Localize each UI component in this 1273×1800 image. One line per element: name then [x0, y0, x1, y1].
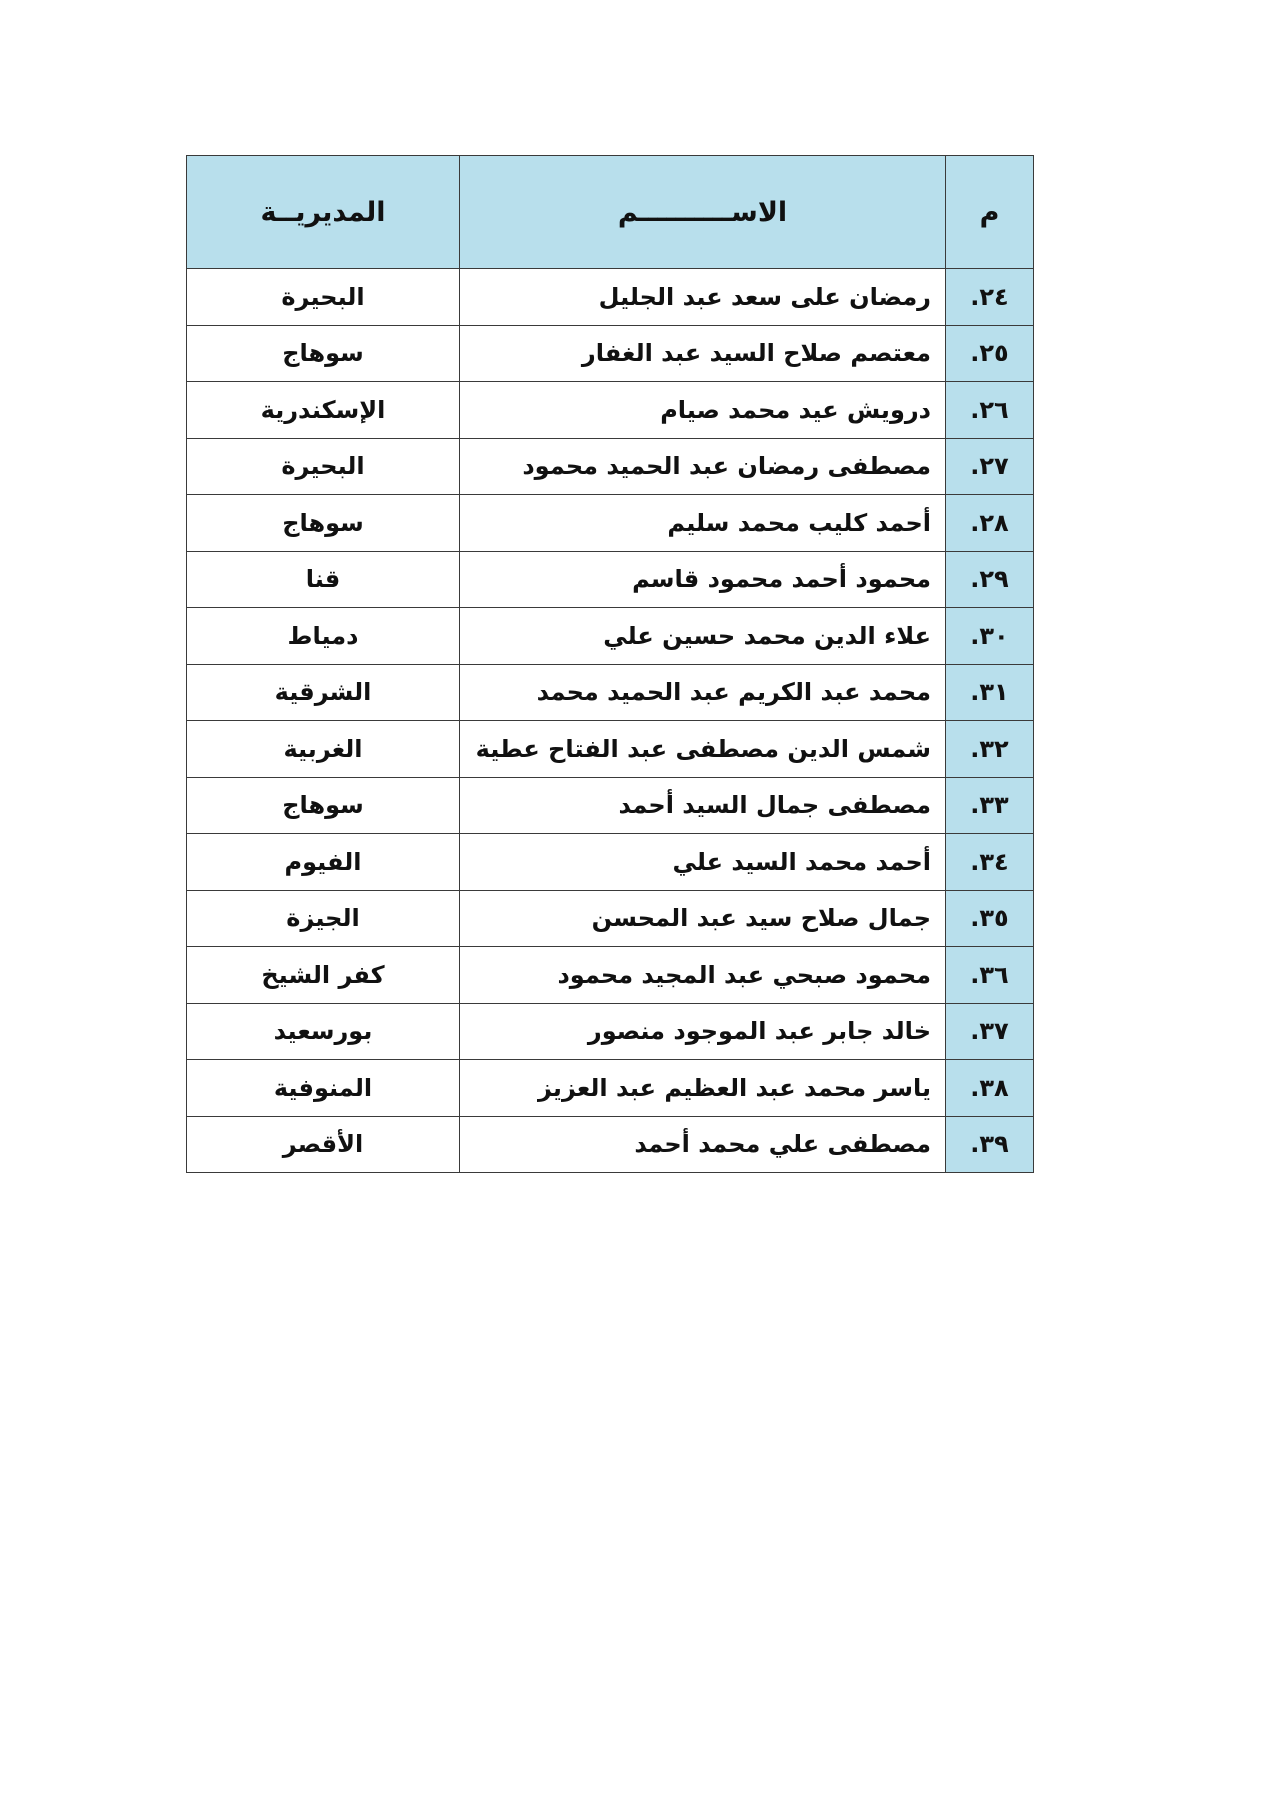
row-name: مصطفى جمال السيد أحمد	[460, 777, 946, 834]
row-name: أحمد كليب محمد سليم	[460, 495, 946, 552]
table-body	[187, 269, 1034, 1173]
table-row	[187, 721, 1034, 778]
row-number: ٢٩.	[946, 551, 1034, 608]
header-directorate: المديريــة	[187, 156, 460, 269]
row-directorate: سوهاج	[187, 777, 460, 834]
row-name: درويش عيد محمد صيام	[460, 382, 946, 439]
row-directorate: المنوفية	[187, 1060, 460, 1117]
row-name: علاء الدين محمد حسين علي	[460, 608, 946, 665]
row-number: ٢٤.	[946, 269, 1034, 326]
row-directorate: الجيزة	[187, 890, 460, 947]
row-directorate: بورسعيد	[187, 1003, 460, 1060]
table-row	[187, 551, 1034, 608]
table-row	[187, 1060, 1034, 1117]
row-name: محمود صبحي عبد المجيد محمود	[460, 947, 946, 1004]
table-row	[187, 608, 1034, 665]
row-name: شمس الدين مصطفى عبد الفتاح عطية	[460, 721, 946, 778]
table-row	[187, 664, 1034, 721]
row-number: ٣٥.	[946, 890, 1034, 947]
names-table	[186, 155, 1034, 1173]
row-number: ٣٦.	[946, 947, 1034, 1004]
row-directorate: سوهاج	[187, 325, 460, 382]
row-directorate: قنا	[187, 551, 460, 608]
row-number: ٣٨.	[946, 1060, 1034, 1117]
row-directorate: كفر الشيخ	[187, 947, 460, 1004]
row-number: ٣٠.	[946, 608, 1034, 665]
row-number: ٣٢.	[946, 721, 1034, 778]
table-row	[187, 947, 1034, 1004]
row-name: مصطفى علي محمد أحمد	[460, 1116, 946, 1173]
row-directorate: دمياط	[187, 608, 460, 665]
row-name: أحمد محمد السيد علي	[460, 834, 946, 891]
table-row	[187, 269, 1034, 326]
row-number: ٢٨.	[946, 495, 1034, 552]
table-row	[187, 1116, 1034, 1173]
row-name: ياسر محمد عبد العظيم عبد العزيز	[460, 1060, 946, 1117]
table-row	[187, 1003, 1034, 1060]
row-directorate: الأقصر	[187, 1116, 460, 1173]
row-number: ٣١.	[946, 664, 1034, 721]
row-number: ٢٥.	[946, 325, 1034, 382]
row-number: ٣٤.	[946, 834, 1034, 891]
table-row	[187, 495, 1034, 552]
row-directorate: الغربية	[187, 721, 460, 778]
row-number: ٣٧.	[946, 1003, 1034, 1060]
table-row	[187, 777, 1034, 834]
row-directorate: سوهاج	[187, 495, 460, 552]
row-directorate: البحيرة	[187, 438, 460, 495]
header-name: الاســــــــــم	[460, 156, 946, 269]
row-directorate: الشرقية	[187, 664, 460, 721]
table-row	[187, 890, 1034, 947]
row-directorate: الإسكندرية	[187, 382, 460, 439]
row-name: رمضان على سعد عبد الجليل	[460, 269, 946, 326]
table-row	[187, 382, 1034, 439]
table-row	[187, 438, 1034, 495]
row-directorate: الفيوم	[187, 834, 460, 891]
row-name: خالد جابر عبد الموجود منصور	[460, 1003, 946, 1060]
row-name: مصطفى رمضان عبد الحميد محمود	[460, 438, 946, 495]
header-number: م	[946, 156, 1034, 269]
row-name: محمود أحمد محمود قاسم	[460, 551, 946, 608]
row-name: محمد عبد الكريم عبد الحميد محمد	[460, 664, 946, 721]
table-row	[187, 834, 1034, 891]
row-directorate: البحيرة	[187, 269, 460, 326]
row-number: ٢٦.	[946, 382, 1034, 439]
row-number: ٣٩.	[946, 1116, 1034, 1173]
row-number: ٣٣.	[946, 777, 1034, 834]
row-name: جمال صلاح سيد عبد المحسن	[460, 890, 946, 947]
table-row	[187, 325, 1034, 382]
header-row	[187, 156, 1034, 269]
row-name: معتصم صلاح السيد عبد الغفار	[460, 325, 946, 382]
row-number: ٢٧.	[946, 438, 1034, 495]
